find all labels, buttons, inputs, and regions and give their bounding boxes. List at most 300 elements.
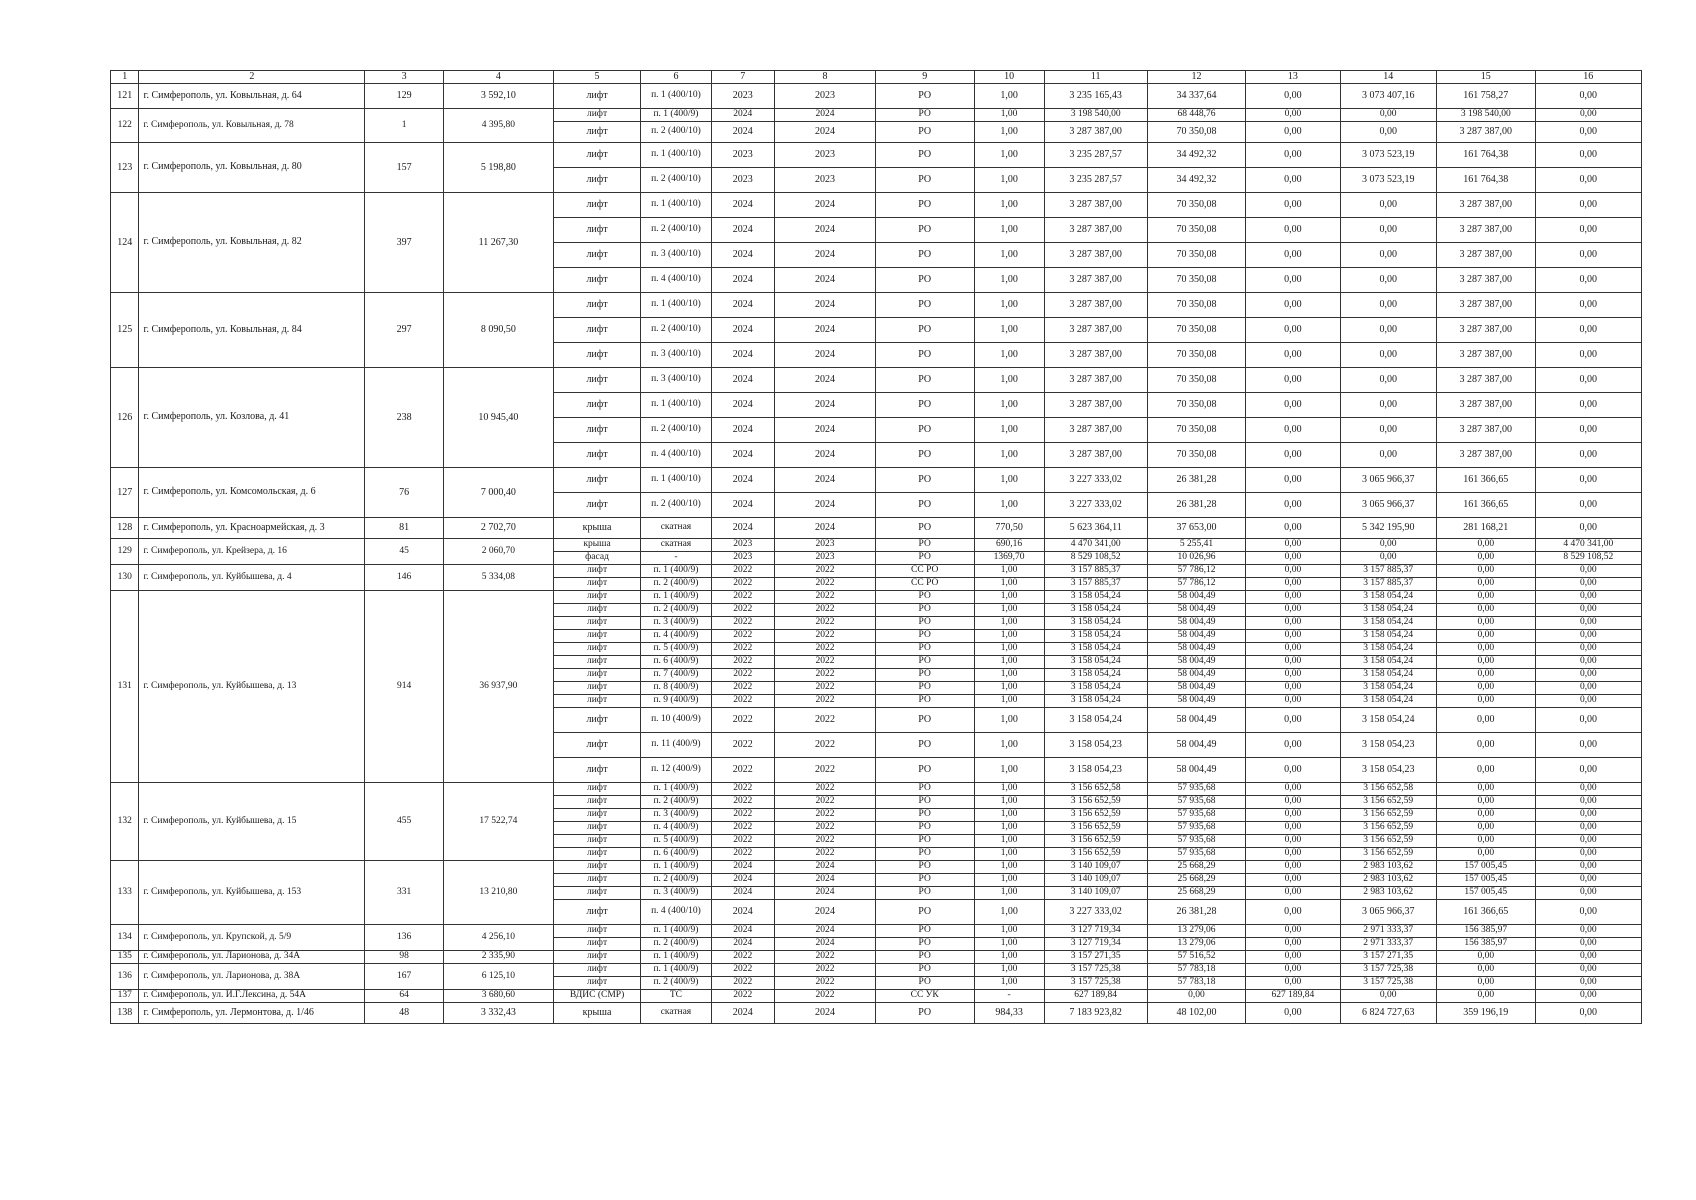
address-cell: г. Симферополь, ул. Крупской, д. 5/9 [139,925,365,951]
volume-cell: 1,00 [974,951,1044,964]
cost-col14-cell: 3 157 271,35 [1340,951,1436,964]
fact-year-cell: 2023 [775,168,876,193]
cost-col13-cell: 0,00 [1246,552,1340,565]
entrance-cell: скатная [641,1003,711,1024]
table-row [111,518,1642,539]
area-cell: 7 000,40 [444,468,554,518]
cost-col16-cell: 0,00 [1535,925,1641,938]
cost-col16-cell: 0,00 [1535,109,1641,122]
cost-col14-cell: 3 158 054,24 [1340,669,1436,682]
cost-col15-cell: 3 287 387,00 [1436,343,1535,368]
cost-col16-cell: 0,00 [1535,964,1641,977]
fund-source-cell: РО [875,938,974,951]
total-cost-cell: 3 235 165,43 [1044,84,1147,109]
fact-year-cell: 2022 [775,822,876,835]
total-cost-cell: 3 235 287,57 [1044,168,1147,193]
total-cost-cell: 3 158 054,24 [1044,630,1147,643]
address-cell: г. Симферополь, ул. Ковыльная, д. 78 [139,109,365,143]
plan-year-cell: 2024 [711,900,775,925]
plan-year-cell: 2022 [711,656,775,669]
cost-col16-cell: 0,00 [1535,318,1641,343]
cost-col14-cell: 3 157 725,38 [1340,977,1436,990]
entrance-cell: п. 2 (400/9) [641,874,711,887]
volume-cell: 1,00 [974,682,1044,695]
cost-col15-cell: 0,00 [1436,552,1535,565]
total-cost-cell: 3 198 540,00 [1044,109,1147,122]
column-number-10: 10 [974,71,1044,84]
cost-col15-cell: 3 287 387,00 [1436,293,1535,318]
plan-year-cell: 2022 [711,617,775,630]
table-row [111,925,1642,938]
apartments-count-cell: 98 [365,951,444,964]
fact-year-cell: 2023 [775,84,876,109]
row-number-cell: 137 [111,990,139,1003]
cost-col14-cell: 3 157 885,37 [1340,578,1436,591]
total-cost-cell: 3 157 725,38 [1044,964,1147,977]
entrance-cell: п. 2 (400/10) [641,493,711,518]
cost-col13-cell: 0,00 [1246,695,1340,708]
area-cell: 3 592,10 [444,84,554,109]
cost-col16-cell: 0,00 [1535,591,1641,604]
plan-year-cell: 2024 [711,418,775,443]
cost-col15-cell: 0,00 [1436,604,1535,617]
volume-cell: 1,00 [974,468,1044,493]
volume-cell: 1,00 [974,925,1044,938]
work-type-cell: лифт [553,887,641,900]
volume-cell: 1,00 [974,964,1044,977]
cost-col15-cell: 0,00 [1436,695,1535,708]
fund-source-cell: РО [875,293,974,318]
row-number-cell: 136 [111,964,139,990]
fact-year-cell: 2022 [775,848,876,861]
work-type-cell: лифт [553,393,641,418]
entrance-cell: п. 2 (400/9) [641,604,711,617]
entrance-cell: п. 3 (400/9) [641,887,711,900]
entrance-cell: скатная [641,518,711,539]
fund-source-cell: РО [875,493,974,518]
cost-col16-cell: 0,00 [1535,669,1641,682]
design-cost-cell: 57 935,68 [1147,848,1246,861]
work-type-cell: лифт [553,443,641,468]
cost-col15-cell: 0,00 [1436,951,1535,964]
work-type-cell: лифт [553,758,641,783]
work-type-cell: фасад [553,552,641,565]
total-cost-cell: 3 156 652,59 [1044,796,1147,809]
volume-cell: - [974,990,1044,1003]
cost-col13-cell: 0,00 [1246,822,1340,835]
cost-col13-cell: 0,00 [1246,900,1340,925]
volume-cell: 1,00 [974,418,1044,443]
cost-col15-cell: 0,00 [1436,643,1535,656]
cost-col13-cell: 0,00 [1246,669,1340,682]
cost-col13-cell: 0,00 [1246,218,1340,243]
apartments-count-cell: 76 [365,468,444,518]
cost-col16-cell: 0,00 [1535,578,1641,591]
row-number-cell: 130 [111,565,139,591]
work-type-cell: лифт [553,418,641,443]
cost-col13-cell: 0,00 [1246,109,1340,122]
cost-col16-cell: 0,00 [1535,951,1641,964]
work-type-cell: лифт [553,109,641,122]
fact-year-cell: 2022 [775,656,876,669]
total-cost-cell: 3 157 885,37 [1044,578,1147,591]
cost-col16-cell: 0,00 [1535,695,1641,708]
address-cell: г. Симферополь, ул. Ковыльная, д. 84 [139,293,365,368]
cost-col15-cell: 359 196,19 [1436,1003,1535,1024]
cost-col14-cell: 0,00 [1340,368,1436,393]
fact-year-cell: 2022 [775,758,876,783]
cost-col16-cell: 0,00 [1535,977,1641,990]
total-cost-cell: 3 158 054,24 [1044,669,1147,682]
total-cost-cell: 3 140 109,07 [1044,874,1147,887]
plan-year-cell: 2024 [711,243,775,268]
fact-year-cell: 2024 [775,887,876,900]
work-type-cell: лифт [553,168,641,193]
fact-year-cell: 2024 [775,518,876,539]
volume-cell: 1,00 [974,168,1044,193]
cost-col15-cell: 161 758,27 [1436,84,1535,109]
design-cost-cell: 58 004,49 [1147,669,1246,682]
fund-source-cell: РО [875,143,974,168]
plan-year-cell: 2024 [711,193,775,218]
apartments-count-cell: 81 [365,518,444,539]
fund-source-cell: РО [875,218,974,243]
entrance-cell: скатная [641,539,711,552]
cost-col14-cell: 3 073 523,19 [1340,168,1436,193]
total-cost-cell: 3 287 387,00 [1044,418,1147,443]
area-cell: 2 335,90 [444,951,554,964]
cost-col14-cell: 3 156 652,58 [1340,783,1436,796]
work-type-cell: лифт [553,695,641,708]
volume-cell: 1,00 [974,122,1044,143]
plan-year-cell: 2022 [711,695,775,708]
entrance-cell: п. 5 (400/9) [641,643,711,656]
work-type-cell: лифт [553,874,641,887]
cost-col13-cell: 0,00 [1246,539,1340,552]
design-cost-cell: 57 935,68 [1147,783,1246,796]
cost-col15-cell: 0,00 [1436,591,1535,604]
work-type-cell: лифт [553,122,641,143]
entrance-cell: п. 1 (400/9) [641,925,711,938]
column-number-8: 8 [775,71,876,84]
entrance-cell: п. 1 (400/9) [641,591,711,604]
total-cost-cell: 5 623 364,11 [1044,518,1147,539]
cost-col13-cell: 0,00 [1246,418,1340,443]
cost-col13-cell: 0,00 [1246,293,1340,318]
design-cost-cell: 34 337,64 [1147,84,1246,109]
row-number-cell: 126 [111,368,139,468]
volume-cell: 1,00 [974,604,1044,617]
plan-year-cell: 2022 [711,848,775,861]
work-type-cell: лифт [553,268,641,293]
entrance-cell: п. 10 (400/9) [641,708,711,733]
plan-year-cell: 2024 [711,887,775,900]
total-cost-cell: 3 227 333,02 [1044,468,1147,493]
cost-col14-cell: 0,00 [1340,990,1436,1003]
fund-source-cell: РО [875,552,974,565]
work-type-cell: лифт [553,368,641,393]
cost-col14-cell: 3 157 725,38 [1340,964,1436,977]
cost-col13-cell: 0,00 [1246,168,1340,193]
fact-year-cell: 2022 [775,990,876,1003]
work-type-cell: лифт [553,809,641,822]
volume-cell: 1,00 [974,835,1044,848]
total-cost-cell: 3 235 287,57 [1044,143,1147,168]
design-cost-cell: 0,00 [1147,990,1246,1003]
cost-col14-cell: 3 158 054,23 [1340,733,1436,758]
cost-col16-cell: 0,00 [1535,874,1641,887]
cost-col15-cell: 3 198 540,00 [1436,109,1535,122]
cost-col13-cell: 0,00 [1246,268,1340,293]
volume-cell: 1,00 [974,861,1044,874]
work-type-cell: лифт [553,848,641,861]
plan-year-cell: 2022 [711,758,775,783]
fund-source-cell: РО [875,122,974,143]
entrance-cell: п. 4 (400/9) [641,630,711,643]
entrance-cell: п. 1 (400/9) [641,109,711,122]
fund-source-cell: РО [875,783,974,796]
plan-year-cell: 2022 [711,783,775,796]
cost-col16-cell: 0,00 [1535,783,1641,796]
cost-col13-cell: 0,00 [1246,604,1340,617]
total-cost-cell: 3 287 387,00 [1044,243,1147,268]
volume-cell: 984,33 [974,1003,1044,1024]
cost-col15-cell: 156 385,97 [1436,925,1535,938]
cost-col13-cell: 0,00 [1246,393,1340,418]
cost-col14-cell: 3 158 054,24 [1340,682,1436,695]
design-cost-cell: 70 350,08 [1147,218,1246,243]
cost-col13-cell: 0,00 [1246,122,1340,143]
volume-cell: 1,00 [974,796,1044,809]
cost-col15-cell: 161 366,65 [1436,493,1535,518]
fund-source-cell: РО [875,393,974,418]
total-cost-cell: 3 287 387,00 [1044,368,1147,393]
cost-col14-cell: 0,00 [1340,193,1436,218]
table-row [111,990,1642,1003]
apartments-count-cell: 238 [365,368,444,468]
entrance-cell: п. 9 (400/9) [641,695,711,708]
volume-cell: 1369,70 [974,552,1044,565]
cost-col13-cell: 0,00 [1246,368,1340,393]
volume-cell: 1,00 [974,733,1044,758]
design-cost-cell: 10 026,96 [1147,552,1246,565]
area-cell: 8 090,50 [444,293,554,368]
fact-year-cell: 2022 [775,578,876,591]
volume-cell: 1,00 [974,848,1044,861]
apartments-count-cell: 146 [365,565,444,591]
apartments-count-cell: 331 [365,861,444,925]
entrance-cell: п. 3 (400/10) [641,368,711,393]
fund-source-cell: РО [875,733,974,758]
volume-cell: 1,00 [974,643,1044,656]
design-cost-cell: 34 492,32 [1147,143,1246,168]
cost-col16-cell: 8 529 108,52 [1535,552,1641,565]
cost-col14-cell: 3 158 054,24 [1340,643,1436,656]
cost-col16-cell: 0,00 [1535,443,1641,468]
capital-repair-register-table [110,70,1642,1024]
column-number-3: 3 [365,71,444,84]
column-number-7: 7 [711,71,775,84]
work-type-cell: крыша [553,518,641,539]
volume-cell: 1,00 [974,938,1044,951]
cost-col13-cell: 0,00 [1246,630,1340,643]
fact-year-cell: 2022 [775,695,876,708]
column-number-1: 1 [111,71,139,84]
design-cost-cell: 58 004,49 [1147,591,1246,604]
fund-source-cell: РО [875,168,974,193]
volume-cell: 1,00 [974,443,1044,468]
volume-cell: 1,00 [974,708,1044,733]
fact-year-cell: 2024 [775,268,876,293]
total-cost-cell: 3 227 333,02 [1044,900,1147,925]
design-cost-cell: 58 004,49 [1147,733,1246,758]
entrance-cell: п. 3 (400/10) [641,243,711,268]
design-cost-cell: 57 786,12 [1147,565,1246,578]
design-cost-cell: 25 668,29 [1147,887,1246,900]
plan-year-cell: 2024 [711,443,775,468]
design-cost-cell: 26 381,28 [1147,468,1246,493]
fact-year-cell: 2022 [775,630,876,643]
volume-cell: 1,00 [974,318,1044,343]
row-number-cell: 138 [111,1003,139,1024]
fact-year-cell: 2024 [775,243,876,268]
cost-col14-cell: 3 156 652,59 [1340,809,1436,822]
design-cost-cell: 70 350,08 [1147,393,1246,418]
fact-year-cell: 2024 [775,393,876,418]
entrance-cell: п. 4 (400/10) [641,268,711,293]
cost-col14-cell: 3 158 054,23 [1340,758,1436,783]
table-row [111,783,1642,796]
design-cost-cell: 70 350,08 [1147,193,1246,218]
design-cost-cell: 58 004,49 [1147,656,1246,669]
entrance-cell: п. 7 (400/9) [641,669,711,682]
address-cell: г. Симферополь, ул. Крейзера, д. 16 [139,539,365,565]
entrance-cell: п. 1 (400/10) [641,193,711,218]
cost-col15-cell: 0,00 [1436,990,1535,1003]
design-cost-cell: 57 935,68 [1147,822,1246,835]
fact-year-cell: 2022 [775,977,876,990]
cost-col13-cell: 0,00 [1246,1003,1340,1024]
total-cost-cell: 3 127 719,34 [1044,938,1147,951]
fact-year-cell: 2024 [775,293,876,318]
design-cost-cell: 70 350,08 [1147,293,1246,318]
work-type-cell: лифт [553,243,641,268]
table-row [111,951,1642,964]
volume-cell: 1,00 [974,809,1044,822]
work-type-cell: лифт [553,977,641,990]
total-cost-cell: 3 158 054,24 [1044,695,1147,708]
fact-year-cell: 2024 [775,874,876,887]
plan-year-cell: 2022 [711,809,775,822]
address-cell: г. Симферополь, ул. Козлова, д. 41 [139,368,365,468]
design-cost-cell: 26 381,28 [1147,900,1246,925]
cost-col16-cell: 0,00 [1535,848,1641,861]
cost-col13-cell: 0,00 [1246,887,1340,900]
cost-col14-cell: 3 158 054,24 [1340,708,1436,733]
plan-year-cell: 2022 [711,630,775,643]
work-type-cell: лифт [553,796,641,809]
volume-cell: 1,00 [974,900,1044,925]
cost-col16-cell: 0,00 [1535,468,1641,493]
design-cost-cell: 70 350,08 [1147,243,1246,268]
cost-col14-cell: 3 073 523,19 [1340,143,1436,168]
cost-col15-cell: 0,00 [1436,708,1535,733]
fact-year-cell: 2024 [775,861,876,874]
total-cost-cell: 3 227 333,02 [1044,493,1147,518]
volume-cell: 1,00 [974,243,1044,268]
total-cost-cell: 3 156 652,59 [1044,835,1147,848]
total-cost-cell: 3 156 652,58 [1044,783,1147,796]
work-type-cell: лифт [553,193,641,218]
row-number-cell: 133 [111,861,139,925]
table-row [111,591,1642,604]
entrance-cell: п. 2 (400/10) [641,122,711,143]
design-cost-cell: 70 350,08 [1147,343,1246,368]
cost-col14-cell: 0,00 [1340,539,1436,552]
cost-col14-cell: 3 157 885,37 [1340,565,1436,578]
volume-cell: 1,00 [974,368,1044,393]
cost-col13-cell: 0,00 [1246,874,1340,887]
plan-year-cell: 2024 [711,268,775,293]
cost-col16-cell: 0,00 [1535,617,1641,630]
plan-year-cell: 2024 [711,493,775,518]
total-cost-cell: 3 140 109,07 [1044,861,1147,874]
plan-year-cell: 2023 [711,143,775,168]
fund-source-cell: РО [875,268,974,293]
plan-year-cell: 2024 [711,1003,775,1024]
total-cost-cell: 3 158 054,23 [1044,758,1147,783]
fund-source-cell: РО [875,874,974,887]
fund-source-cell: РО [875,591,974,604]
cost-col15-cell: 161 366,65 [1436,900,1535,925]
entrance-cell: п. 8 (400/9) [641,682,711,695]
cost-col15-cell: 0,00 [1436,539,1535,552]
fact-year-cell: 2022 [775,796,876,809]
cost-col16-cell: 0,00 [1535,84,1641,109]
cost-col15-cell: 3 287 387,00 [1436,318,1535,343]
work-type-cell: лифт [553,669,641,682]
row-number-cell: 123 [111,143,139,193]
design-cost-cell: 58 004,49 [1147,643,1246,656]
fact-year-cell: 2022 [775,604,876,617]
fund-source-cell: СС РО [875,578,974,591]
plan-year-cell: 2023 [711,539,775,552]
total-cost-cell: 3 158 054,24 [1044,617,1147,630]
fund-source-cell: РО [875,109,974,122]
work-type-cell: лифт [553,682,641,695]
fact-year-cell: 2024 [775,443,876,468]
entrance-cell: п. 1 (400/10) [641,143,711,168]
cost-col13-cell: 0,00 [1246,848,1340,861]
fact-year-cell: 2022 [775,835,876,848]
cost-col16-cell: 0,00 [1535,293,1641,318]
cost-col13-cell: 0,00 [1246,143,1340,168]
entrance-cell: п. 2 (400/9) [641,977,711,990]
work-type-cell: лифт [553,938,641,951]
fund-source-cell: РО [875,822,974,835]
plan-year-cell: 2022 [711,591,775,604]
apartments-count-cell: 455 [365,783,444,861]
plan-year-cell: 2022 [711,708,775,733]
fund-source-cell: РО [875,964,974,977]
address-cell: г. Симферополь, ул. Куйбышева, д. 13 [139,591,365,783]
design-cost-cell: 70 350,08 [1147,268,1246,293]
cost-col16-cell: 0,00 [1535,733,1641,758]
cost-col14-cell: 0,00 [1340,243,1436,268]
work-type-cell: лифт [553,218,641,243]
cost-col13-cell: 0,00 [1246,938,1340,951]
address-cell: г. Симферополь, ул. Куйбышева, д. 4 [139,565,365,591]
